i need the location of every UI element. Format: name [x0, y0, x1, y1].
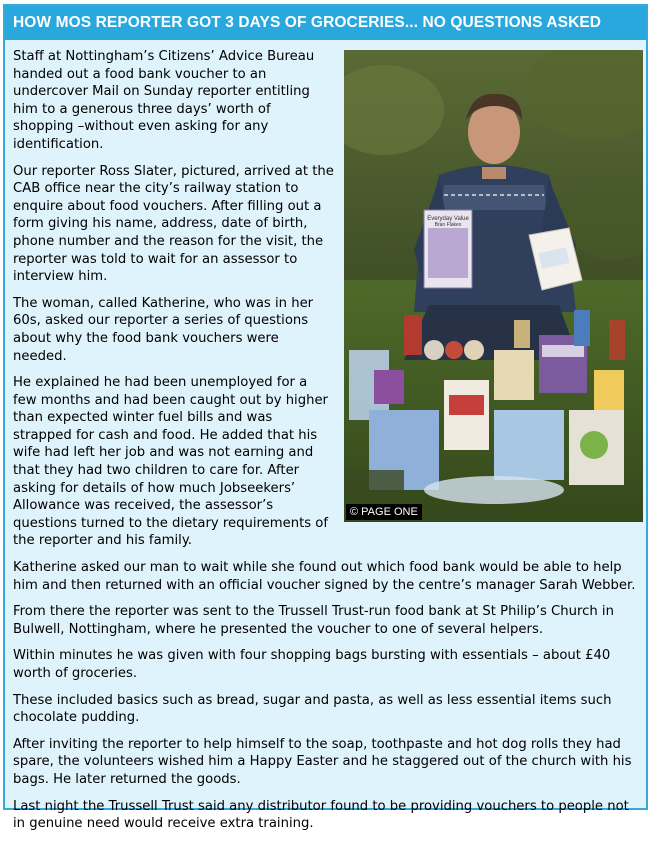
- article-paragraph: He explained he had been unemployed for a few months and had been caught out by higher than expected winter fuel bills and was strapped for cash and food. He added that his wife had left her job and was not earning and that they had two children to care for. After asking for details of how much Jobseekers’ Allowance was received, the assessor’s questions turned to the dietary requirements of the reporter and his family.: [13, 375, 329, 549]
- article-paragraph: Katherine asked our man to wait while she found out which food bank would be able to help him and then returned with an official voucher signed by the centre’s manager Sarah Webber.: [13, 560, 636, 593]
- article-paragraph: Staff at Nottingham’s Citizens’ Advice Bureau handed out a food bank voucher to an undercover Mail on Sunday reporter entitling him to a generous three days’ worth of shopping –without even asking for any identification.: [13, 49, 315, 152]
- article-paragraph: From there the reporter was sent to the Trussell Trust-run food bank at St Philip’s Church in Bulwell, Nottingham, where he presented the voucher to one of several helpers.: [13, 604, 614, 637]
- article-paragraph: Within minutes he was given with four shopping bags bursting with essentials – about £40 worth of groceries.: [13, 648, 611, 681]
- article-paragraph: The woman, called Katherine, who was in her 60s, asked our reporter a series of questions about why the food bank vouchers were needed.: [13, 295, 314, 364]
- article-paragraph: Last night the Trussell Trust said any distributor found to be providing vouchers to people not in genuine need would receive extra training.: [13, 798, 629, 832]
- photo-credit: © PAGE ONE: [346, 504, 422, 520]
- box-label: Everyday Value: [427, 216, 469, 222]
- article-paragraph: Our reporter Ross Slater, pictured, arrived at the CAB office near the city’s railway station to enquire about food vouchers. After filling out a form giving his name, address, date of birth, phone number and the reason for the visit, the reporter was told to wait for an assessor to interview him.: [13, 163, 334, 285]
- article-box: [3, 4, 648, 832]
- article-paragraph: After inviting the reporter to help himself to the soap, toothpaste and hot dog rolls they had spare, the volunteers wished him a Happy Easter and he staggered out of the church with his bags. He later returned the goods.: [13, 736, 632, 787]
- article-paragraph: These included basics such as bread, sugar and pasta, as well as less essential items such chocolate pudding.: [13, 692, 612, 726]
- groceries-illustration: [344, 50, 643, 522]
- box-sublabel: Bran Flakes: [434, 222, 462, 228]
- headline: HOW MOS REPORTER GOT 3 DAYS OF GROCERIES... NO QUESTIONS ASKED: [5, 6, 646, 40]
- reporter-photo: [344, 50, 643, 522]
- article-body: [13, 48, 641, 842]
